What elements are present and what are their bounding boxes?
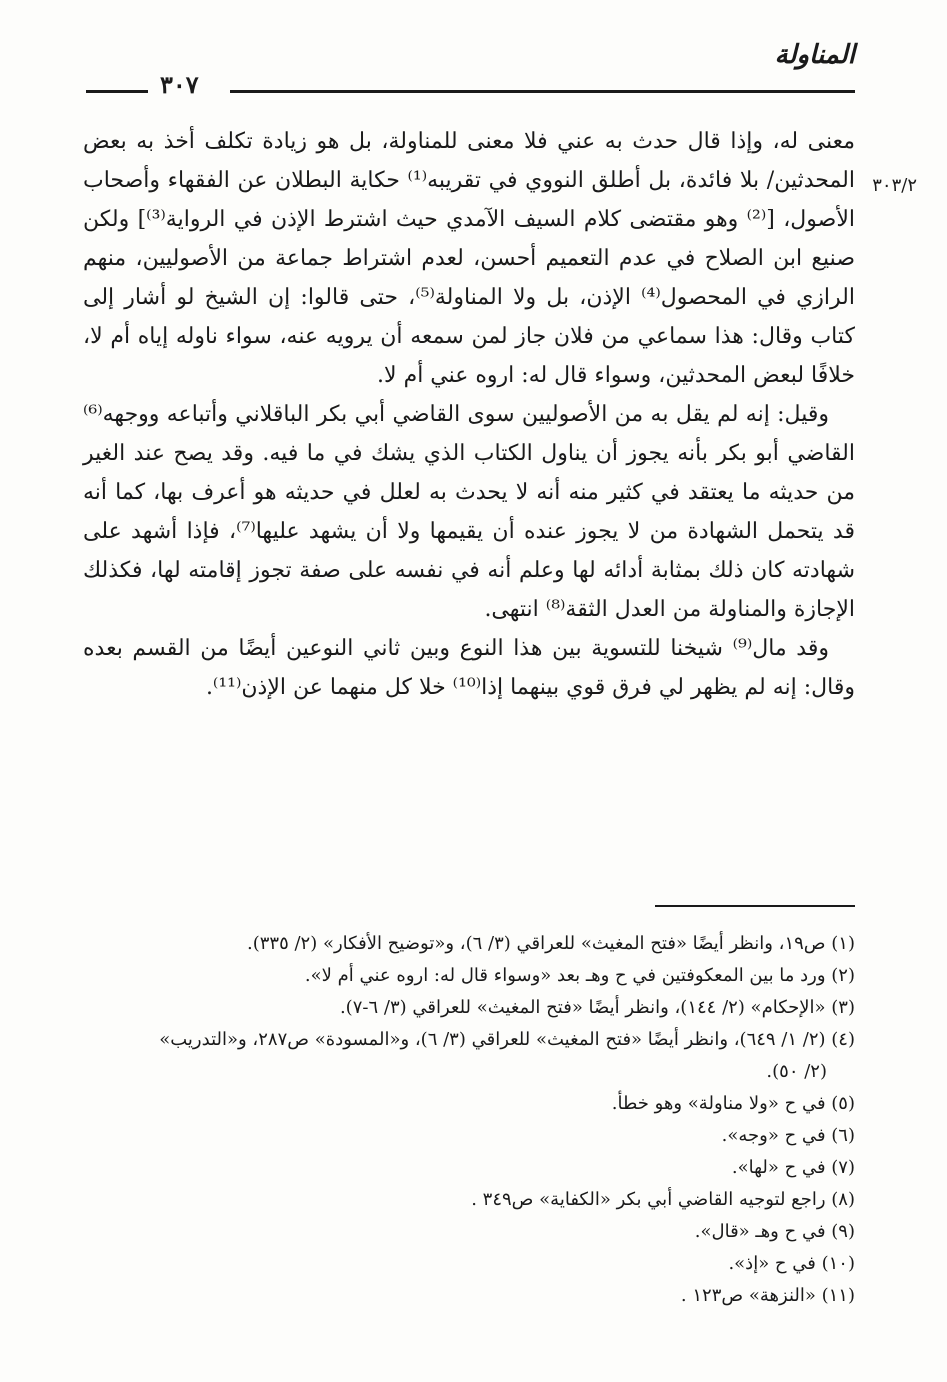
footnote: (١١) «النزهة» ص١٢٣ . — [680, 1285, 855, 1306]
paragraph: معنى له، وإذا قال حدث به عني فلا معنى للمناولة، بل هو زيادة تكلف أخذ به بعض المحدثين/ بلا فائدة، بل أطلق النووي في تقريبه⁽¹⁾ حكاية البطلان عن الفقهاء وأصحاب الأصول، [⁽²⁾ وهو مقتضى كلام السيف الآمدي حيث اشترط الإذن في الرواية⁽³⁾] ولكن صنيع ابن الصلاح في عدم التعميم أحسن، لعدم اشتراط جماعة من الأصوليين، منهم الرازي في المحصول⁽⁴⁾ الإذن، بل ولا المناولة⁽⁵⁾، حتى قالوا: إن الشيخ لو أشار إلى كتاب وقال: هذا سماعي من فلان جاز لمن سمعه أن يرويه عنه، سواء ناوله إياه أم لا، خلافًا لبعض المحدثين، وسواء قال له: اروه عني أم لا. — [83, 129, 855, 388]
footnote: (٧) في ح «لها». — [731, 1157, 855, 1178]
margin-reference: ٣٠٣/٢ — [872, 175, 917, 196]
footnotes — [83, 928, 855, 1312]
footnote: (٢) ورد ما بين المعكوفتين في ح وهـ بعد «وسواء قال له: اروه عني أم لا». — [304, 965, 855, 986]
page-header — [80, 40, 855, 99]
main-text — [83, 122, 855, 707]
footnote: (٥) في ح «ولا مناولة» وهو خطأ. — [611, 1093, 855, 1114]
running-title: المناولة — [774, 40, 855, 70]
footnote: (٤) (٢/ ١/ ٦٤٩)، وانظر أيضًا «فتح المغيث» للعراقي (٣/ ٦)، و«المسودة» ص٢٨٧، و«التدريب» — [159, 1029, 855, 1050]
footnote: (٩) في ح وهـ «قال». — [694, 1221, 855, 1242]
footnote: (٣) «الإحكام» (٢/ ١٤٤)، وانظر أيضًا «فتح المغيث» للعراقي (٣/ ٦-٧). — [339, 997, 855, 1018]
paragraph: وقد مال⁽⁹⁾ شيخنا للتسوية بين هذا النوع وبين ثاني النوعين أيضًا من القسم بعده وقال: إنه لم يظهر لي فرق قوي بينهما إذا⁽¹⁰⁾ خلا كل منهما عن الإذن⁽¹¹⁾. — [83, 636, 855, 700]
page-number: ٣٠٧ — [160, 70, 199, 99]
header-rule — [86, 90, 148, 93]
footnote: (٨) راجع لتوجيه القاضي أبي بكر «الكفاية» ص٣٤٩ . — [471, 1189, 855, 1210]
footnote: (١) ص١٩، وانظر أيضًا «فتح المغيث» للعراقي (٣/ ٦)، و«توضيح الأفكار» (٢/ ٣٣٥). — [246, 933, 855, 954]
footnote-divider — [655, 905, 855, 907]
footnote: (١٠) في ح «إذ». — [728, 1253, 855, 1274]
header-rule — [230, 90, 855, 93]
footnote-continuation: (٢/ ٥٠). — [766, 1061, 827, 1082]
footnote: (٦) في ح «وجه». — [721, 1125, 855, 1146]
paragraph: وقيل: إنه لم يقل به من الأصوليين سوى القاضي أبي بكر الباقلاني وأتباعه ووجهه⁽⁶⁾ القاضي أبو بكر بأنه يجوز أن يناول الكتاب الذي يشك في ما فيه. وقد يصح عند الغير من حديثه ما يعتقد في كثير منه أنه لا يحدث به لعلل في حديثه هو أعرف بها، كما أنه قد يتحمل الشهادة من لا يجوز عنده أن يقيمها ولا أن يشهد عليها⁽⁷⁾، فإذا أشهد على شهادته كان ذلك بمثابة أدائه لها وعلم أنه في نفسه على صفة تجوز إقامته لها، فكذلك الإجازة والمناولة من العدل الثقة⁽⁸⁾ انتهى. — [83, 402, 856, 622]
